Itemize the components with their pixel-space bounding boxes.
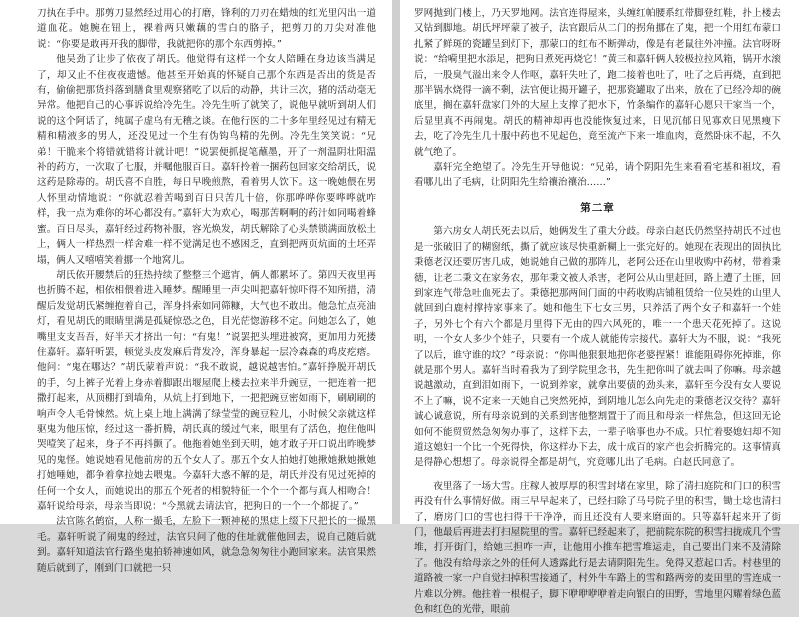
paragraph: 胡氏依开腰禁后的狂热持续了整整三个遮宵，俩人都累坏了。第四天夜里再也折腾不起，相依相偎着进入睡梦。醒睡里一声尖叫把嘉轩惊吓得不知所措，清醒后发觉胡氏紧缠抱着自己，浑身抖索如同筛糠，大气也不敢出。他急忙点亮油灯，看见胡氏的眼睛里满是孤疑惊恐之色，目光茫惚游移不定。问她怎么了，她嘴里支支吾吾，好半天才挤出一句：“有鬼！”说罢把头埋进被窝，更加用力死搂住嘉轩。嘉轩听罢，顿觉头皮发麻后背发冷，浑身暴起一层冷森森的鸡皮疙瘩。他问：“鬼在哪达？”胡氏蒙着声说：“我不敢说，越说越害怕。”嘉轩挣脱开胡氏的手，匀上裤子光着上身赤着脚跟出堰屋爬上楼去拉来半升豌豆，一把连着一把撒打起来，从顶棚打到墙角，从炕上打到地下，一把把豌豆密如雨下，刷刷刷的响声令人毛骨悚然。炕上桌上地上满满了绿莹莹的豌豆粒儿，小时候父亲就这样驱鬼为他压惊，经过这一番折腾，胡氏真的缓过气来，眼里有了活色，抱住他叫哭噎笑了起来，身子不再抖颤了。他拖着她坐到天明，她才敢子开口说出昨晚梦见的鬼怪。她说她看见他前房的五个女人了。那五个女人拍她打她揪她揪她揪她打她唾她，都争着拿拉她去喂鬼。今嘉轩大惑不解的是，胡氏并没有见过死掉的任何一个女人，而她说出的那五个死者的相貌特征一个个一个都与真人相吻合！嘉轩说给母亲，母亲当即说：“今黑就去请法官，把狗日的一个一个都捉了。” [37,269,376,512]
right-page-text [414,6,781,617]
chapter-title: 第二章 [580,201,615,214]
page-gutter [392,0,400,524]
left-page-text [37,6,376,576]
paragraph: 他吴劲了让步了依夜了胡氏。他觉得有这样一个女人陪睡在身边该当满足了，却又止不住夜夜遗憾。他甚至开始真的怀疑自己那个东西是否出的货是否有，偷偷把那货抖落到膳食里观察猪吃了以后的动静，共计三次，猪的活动毫无异常。他把自己的心事诉说给冷先生。冷先生听了就笑了，说他早就听到胡人们说的这个阿话了，纯属子虚乌有无稽之谈。在他行医的二十多年里经见过有精无精和精液多的男人，还没见过一个生有伪钩鸟精的先例。冷先生笑笑说：“兄弟！干脆来个将错就错将计就计吧！”说罢便抓捉笔蘸墨，开了一剂温阴壮阳温补的药方，一次取了七服，并嘱他服百日。嘉轩拎着一捆药包回家交给胡氏，说这药是除毒的。胡氏喜不自胜，每日早晚煎熬，看着男人饮下。这一晚她偎在男人怀里动情地说：“你就忍着苦喝到百日只苦几十倍，你那哗哗你要哗哗就咋样，我一点为难你的坏心都没有。”嘉轩大为欢心，喝那苦啊啊的药汁如同喝着蜂蜜。百日尽头，嘉轩经过药物补服，容光焕发，胡氏解除了心头禁锁满面放松土上，俩人一样热烈一样舍难一样不觉满足也不感困乏，直到把两页炕面的土坯弄塌，俩人又嘻嘻笑着挪一个地窝儿。 [37,54,376,266]
right-page [400,0,799,616]
paragraph: 第六房女人胡氏死去以后，她俩发生了重大分歧。母亲白赵氏仍然坚持胡氏不过也是一张破旧了的糊窗纸，撕了就应该尽快重新糊上一张完好的。她现在表现出的固执比秉德老汉还要厉害几成，她说她自己做的那阵儿，老阿公还在山里收购中药材，带着秉德，让老二秉文在家务农，那年秉文被人杀害，老阿公从山里赶回，路上遭了土匪，回到家连气带急吐血死去了。秉德把那两间门面的中药收购店铺租赁给一位吴姓的山里人就回到白鹿村撑持家事来了。她和他生下七女三男，只养活了两个女子和嘉轩一个娃子，另外七个有六个都是月里得下无由的四六风死的，唯一一个患天花死掉了。这说明，一个女人多少个娃子，只要有一个成人就能传宗接代。嘉轩大为不服，说：“我死了以后，谁守谁的坟？”母亲说：“你叫他狠狠地把你老婆捏紧！谁能阻碍你死掉谁，你就是那个男人。嘉轩当时看我为了到学院里念书，先生把你叫了就去叫了你嘛。母亲越说越激动，直到泪如雨下，一说到养家，就拿出要债的劲头来，嘉轩至今没有女人要说不上了嘛，说不定来一天她自己突然死掉，到阴地儿怎么向先走的秉德老汉交待？嘉轩诚心诚意说，所有母亲说到的关系到害他整割置于了而且和母亲一样焦急，但这回无论如何不能贸贸然急匆匆办事了，这样下去，一辈子啥事也办不成。只忙着娶媳妇却不知道这媳妇一个比一个死得快，你这样办下去，成十成百的家产也会折腾完的。这事情真是得静心想想了。母亲说得全都是胡气，究竟哪儿出了毛病。白赵氏同意了。 [414,226,781,469]
paragraph: 法官陈名鹤宿，人称一撮毛，左脸下一颗神秘的黑痣上缀下尺把长的一撮黑毛。嘉轩听说了闹鬼的经过，法官只问了他的住址就催他回去，说自己随后就到。嘉轩知道法官行路坐鬼拍轿神速如风，就急急匆匆往小跑回家来。法官果然随后就到了，刚到门口就把一只 [37,516,376,574]
paragraph: 刀执在手中。那剪刀显然经过用心的打磨，锋利的刀刃在蜡烛的红光里闪出一道道血花。她腕在钮上，裸着两只嫩藕的雪白的胳子，把剪刀的刀尖对准他说：“你要是敢再开我的脚带，我就把你的那个东西剪掉。” [37,8,376,50]
paragraph: 夜里落了一场大雪。庄稼人被厚厚的积雪封堵在家里，除了清扫庭院和门口的积雪再没有什么事情好做。雨三早早起来了，已经扫除了马号院子里的积雪，锄土埝也清扫了，磨房门口的雪也扫得干干净净，而且还没有人要来磨面的。只等嘉轩起来开了街门，他最后再进去打扫屋院里的雪。嘉轩已经起来了，把前院东院的积雪扫拢成几个雪堆，打开街门，给她三担咋一声，让他用小推车把雪堆运走，自己要出门来不及清除了。他没有给母亲之外的任何人透露此行是去请阴阳先生。免得又惹起口舌。村巷里的道路被一家一户自觉扫掉积雪接通了，村外牛车路上的雪和路两旁的麦田里的雪连成一片难以分辨。他拄着一根棍子，脚下咿咿咿咿着走向银白的田野，雪地里闪耀着绿色蓝色和红色的光带，眼前 [414,480,781,616]
left-page [0,0,392,574]
paragraph: 罗网抛到门楼上，乃天罗地网。法官连得屋来，头缠红帕腰系红带脚登红鞋，扑上楼去又钻到脚地。胡氏坪坪蒙了被子，法官跟后从二门的拐角挪在了鬼，把一个用红布蒙口扎紧了鲜斑的瓷罐呈到灯下，那蒙口的红布不断弹动，像是有老鼠往外冲撞。法官呀呀说：“给嗬里把水添足，把狗日煮死再烧它！”黄三和嘉轩俩人较极拉拉风箱，锅开水滚后，一股臭气溢出来令人作呕，嘉轩失吐了，跑二接着也吐了，吐了之后再烧，直到把那半锅水烧得一滴不剩，法官便让揭开罐子，把那瓷罐取了出来，放在了已经冷却的碗底里，搁在嘉轩盘家门外的大屋上支撑了把水下，竹条编作的嘉轩心愿只干家当一个，后显里真不再闹鬼。胡氏的精神却再也没能恢复过来，日见沉郁日见寡欢日见黑瘦下去，吃了冷先生几十服中药也不见起色，竟至流产下来一堆血肉，竟然卧床不起，不久就气绝了。 [414,8,781,158]
paragraph: 嘉轩完全绝望了。冷先生开导他说：“兄弟，请个阴阳先生来看看宅基和祖坟，看看哪儿出了毛病，让阴阳先生给禳治禳治……” [414,162,781,189]
